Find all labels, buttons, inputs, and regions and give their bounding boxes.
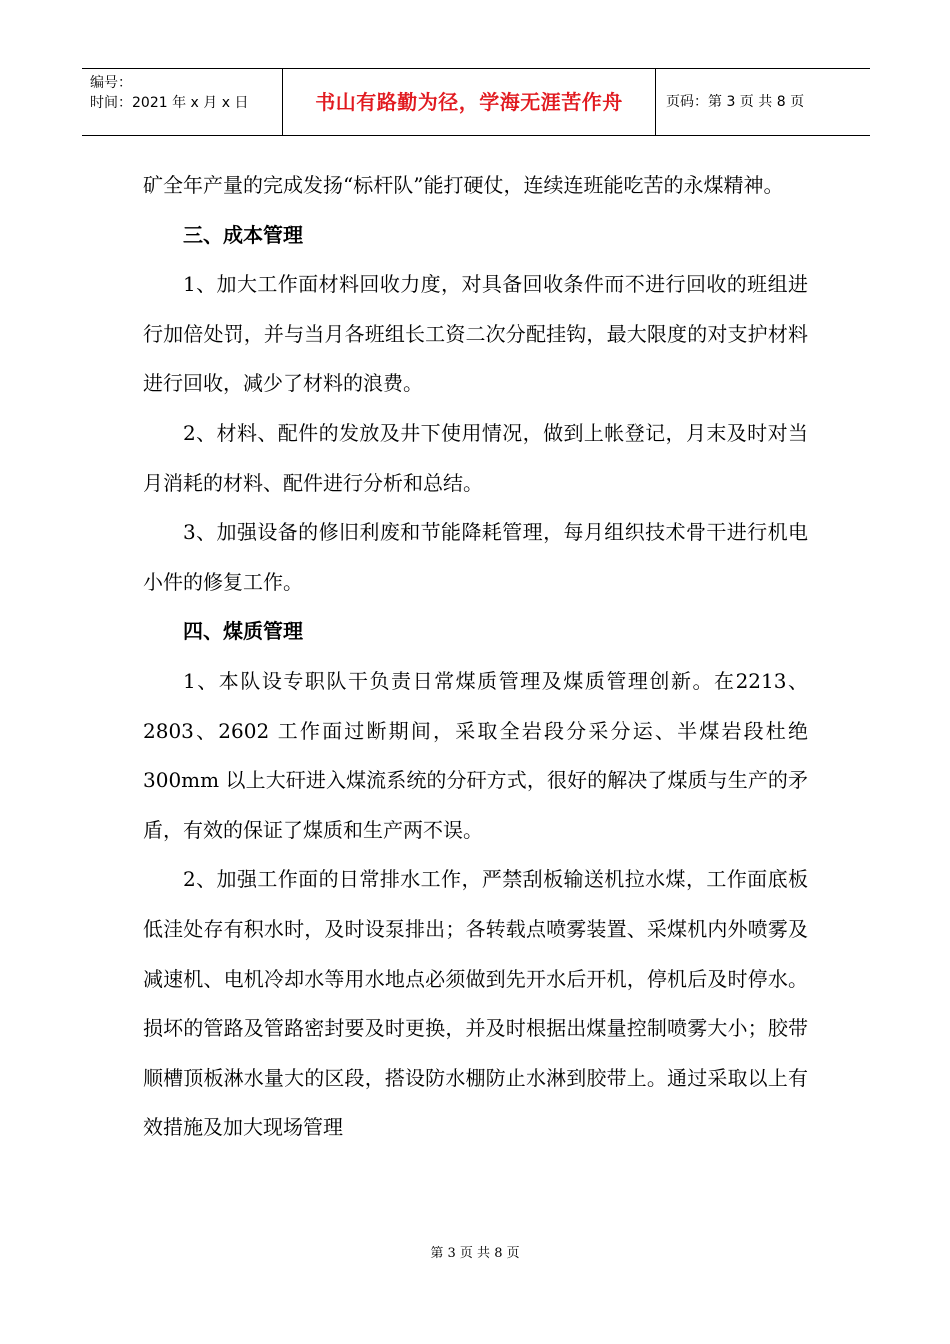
document-number-label: 编号： — [90, 75, 132, 91]
paragraph-continuation: 矿全年产量的完成发扬“标杆队”能打硬仗，连续连班能吃苦的永煤精神。 — [143, 173, 784, 197]
paragraph-drainage-work: 2、加强工作面的日常排水工作，严禁刮板输送机拉水煤，工作面底板低洼处存有积水时，及时设泵排出；各转载点喷雾装置、采煤机内外喷雾及减速机、电机冷却水等用水地点必须做到先开水后开机，停机后及时停水。损坏的管路及管路密封要及时更换，并及时根据出煤量控制喷雾大小；胶带顺槽顶板淋水量大的区段，搭设防水棚防止水淋到胶带上。通过采取以上有效措施及加大现场管理 — [143, 867, 808, 1140]
header-meta-cell — [82, 69, 282, 135]
page-footer: 第 3 页 共 8 页 — [430, 1246, 520, 1261]
header-page-code: 页码：第 3 页 共 8 页 — [666, 94, 805, 110]
paragraph-equipment-repair: 3、加强设备的修旧利废和节能降耗管理，每月组织技术骨干进行机电小件的修复工作。 — [143, 520, 808, 594]
document-body — [143, 161, 808, 1153]
paragraph-coal-quality-staff: 1、本队设专职队干负责日常煤质管理及煤质管理创新。在2213、2803、2602 工作面过断期间，采取全岩段分采分运、半煤岩段杜绝 300mm 以上大矸进入煤流系统的分矸方式，很好的解决了煤质与生产的矛盾，有效的保证了煤质和生产两不误。 — [143, 668, 808, 842]
paragraph-material-registration: 2、材料、配件的发放及井下使用情况，做到上帐登记，月末及时对当月消耗的材料、配件进行分析和总结。 — [143, 420, 808, 495]
header-motto: 书山有路勤为径，学海无涯苦作舟 — [282, 69, 656, 135]
section-heading-coal-quality: 四、煤质管理 — [183, 619, 303, 644]
page-header — [82, 68, 870, 136]
section-heading-cost-management: 三、成本管理 — [183, 222, 303, 247]
document-date: 时间：2021 年 x 月 x 日 — [90, 95, 249, 111]
paragraph-material-recovery: 1、加大工作面材料回收力度，对具备回收条件而不进行回收的班组进行加倍处罚，并与当月各班组长工资二次分配挂钩，最大限度的对支护材料进行回收，减少了材料的浪费。 — [143, 272, 808, 396]
